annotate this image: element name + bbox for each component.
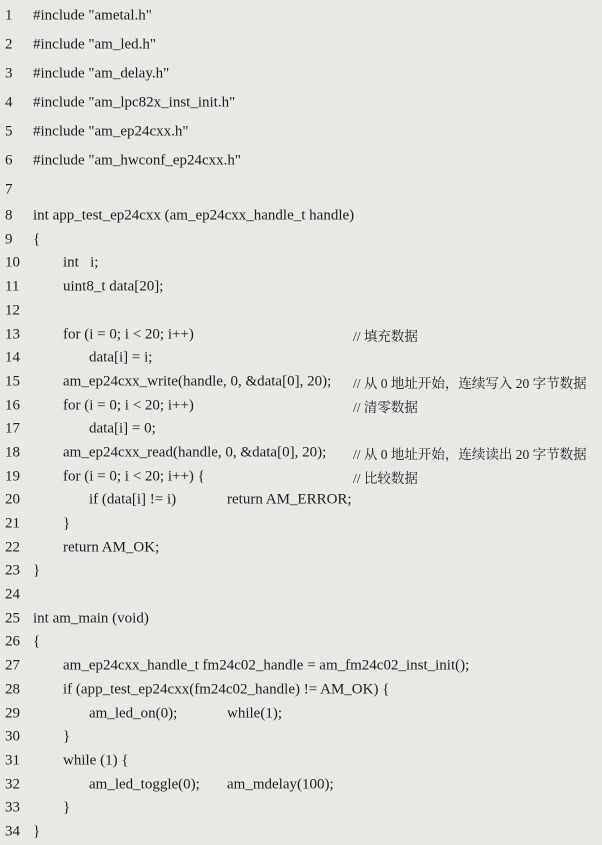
line-number: 34 xyxy=(5,823,20,840)
line-number: 4 xyxy=(5,94,13,111)
line-number: 15 xyxy=(5,373,20,390)
code-line xyxy=(0,60,602,89)
code-line xyxy=(0,394,602,418)
code-line xyxy=(0,773,602,797)
code-text: #include "am_delay.h" xyxy=(33,65,170,82)
code-line xyxy=(0,204,602,228)
code-line xyxy=(0,299,602,323)
line-number: 21 xyxy=(5,515,20,532)
code-text: am_led_toggle(0); xyxy=(89,776,200,793)
code-text: for (i = 0; i < 20; i++) xyxy=(63,326,194,343)
code-text: if (data[i] != i) xyxy=(89,491,177,508)
code-text: } xyxy=(63,728,71,745)
code-text: for (i = 0; i < 20; i++) { xyxy=(63,468,205,485)
line-number: 19 xyxy=(5,468,20,485)
code-line xyxy=(0,607,602,631)
line-number: 33 xyxy=(5,799,20,816)
code-second-statement: am_mdelay(100); xyxy=(227,776,334,793)
code-text: } xyxy=(33,823,41,840)
line-number: 16 xyxy=(5,397,20,414)
line-number: 25 xyxy=(5,610,20,627)
line-number: 20 xyxy=(5,491,20,508)
code-line xyxy=(0,31,602,60)
code-text: #include "am_led.h" xyxy=(33,36,157,53)
code-line xyxy=(0,465,602,489)
code-comment: // 清零数据 xyxy=(353,399,418,415)
code-line xyxy=(0,796,602,820)
code-line xyxy=(0,654,602,678)
line-number: 7 xyxy=(5,181,13,198)
code-line xyxy=(0,89,602,118)
code-line xyxy=(0,441,602,465)
code-line xyxy=(0,370,602,394)
code-text: } xyxy=(63,515,71,532)
line-number: 2 xyxy=(5,36,13,53)
line-number: 3 xyxy=(5,65,13,82)
line-number: 23 xyxy=(5,562,20,579)
code-line xyxy=(0,536,602,560)
code-text: while (1) { xyxy=(63,752,129,769)
code-line xyxy=(0,175,602,204)
line-number: 18 xyxy=(5,444,20,461)
code-text: return AM_OK; xyxy=(63,539,160,556)
code-second-statement: return AM_ERROR; xyxy=(227,491,352,508)
code-text: am_ep24cxx_write(handle, 0, &data[0], 20); xyxy=(63,373,332,390)
line-number: 12 xyxy=(5,302,20,319)
code-text: int i; xyxy=(63,254,99,271)
code-comment: // 从 0 地址开始，连续读出 20 字节数据 xyxy=(353,446,587,462)
code-line xyxy=(0,678,602,702)
line-number: 22 xyxy=(5,539,20,556)
code-line xyxy=(0,228,602,252)
code-line xyxy=(0,560,602,584)
line-number: 6 xyxy=(5,152,13,169)
code-text: int app_test_ep24cxx (am_ep24cxx_handle_t handle) xyxy=(33,207,355,224)
code-line xyxy=(0,749,602,773)
line-number: 1 xyxy=(5,7,13,24)
code-text: } xyxy=(63,799,71,816)
code-line xyxy=(0,820,602,844)
line-number: 26 xyxy=(5,633,20,650)
code-text: am_ep24cxx_handle_t fm24c02_handle = am_fm24c02_inst_init(); xyxy=(63,657,470,674)
code-line xyxy=(0,146,602,175)
line-number: 8 xyxy=(5,207,13,224)
code-text: uint8_t data[20]; xyxy=(63,278,164,295)
code-line xyxy=(0,275,602,299)
code-line xyxy=(0,252,602,276)
line-number: 31 xyxy=(5,752,20,769)
code-line xyxy=(0,725,602,749)
line-number: 17 xyxy=(5,420,20,437)
code-line xyxy=(0,512,602,536)
code-line xyxy=(0,118,602,147)
code-line xyxy=(0,323,602,347)
code-comment: // 填充数据 xyxy=(353,328,418,344)
code-text: #include "ametal.h" xyxy=(33,7,152,24)
code-text: int am_main (void) xyxy=(33,610,149,627)
code-text: am_ep24cxx_read(handle, 0, &data[0], 20); xyxy=(63,444,327,461)
code-line xyxy=(0,346,602,370)
code-comment: // 比较数据 xyxy=(353,470,418,486)
line-number: 30 xyxy=(5,728,20,745)
line-number: 27 xyxy=(5,657,20,674)
code-text: { xyxy=(33,633,41,650)
line-number: 5 xyxy=(5,123,13,140)
line-number: 10 xyxy=(5,254,20,271)
code-text: if (app_test_ep24cxx(fm24c02_handle) != AM_OK) { xyxy=(63,681,390,698)
line-number: 11 xyxy=(5,278,20,295)
line-number: 13 xyxy=(5,326,20,343)
code-text: { xyxy=(33,231,41,248)
code-text: data[i] = i; xyxy=(89,349,153,366)
line-number: 29 xyxy=(5,705,20,722)
code-text: #include "am_hwconf_ep24cxx.h" xyxy=(33,152,242,169)
code-text: #include "am_ep24cxx.h" xyxy=(33,123,189,140)
code-second-statement: while(1); xyxy=(227,705,282,722)
code-line xyxy=(0,631,602,655)
code-line xyxy=(0,2,602,31)
line-number: 9 xyxy=(5,231,13,248)
code-text: data[i] = 0; xyxy=(89,420,156,437)
code-line xyxy=(0,702,602,726)
line-number: 14 xyxy=(5,349,20,366)
code-text: am_led_on(0); xyxy=(89,705,178,722)
code-text: for (i = 0; i < 20; i++) xyxy=(63,397,194,414)
code-line xyxy=(0,417,602,441)
line-number: 28 xyxy=(5,681,20,698)
code-line xyxy=(0,583,602,607)
code-line xyxy=(0,488,602,512)
line-number: 24 xyxy=(5,586,20,603)
code-text: } xyxy=(33,562,41,579)
code-listing xyxy=(0,2,602,844)
code-comment: // 从 0 地址开始，连续写入 20 字节数据 xyxy=(353,375,587,391)
code-text: #include "am_lpc82x_inst_init.h" xyxy=(33,94,236,111)
line-number: 32 xyxy=(5,776,20,793)
